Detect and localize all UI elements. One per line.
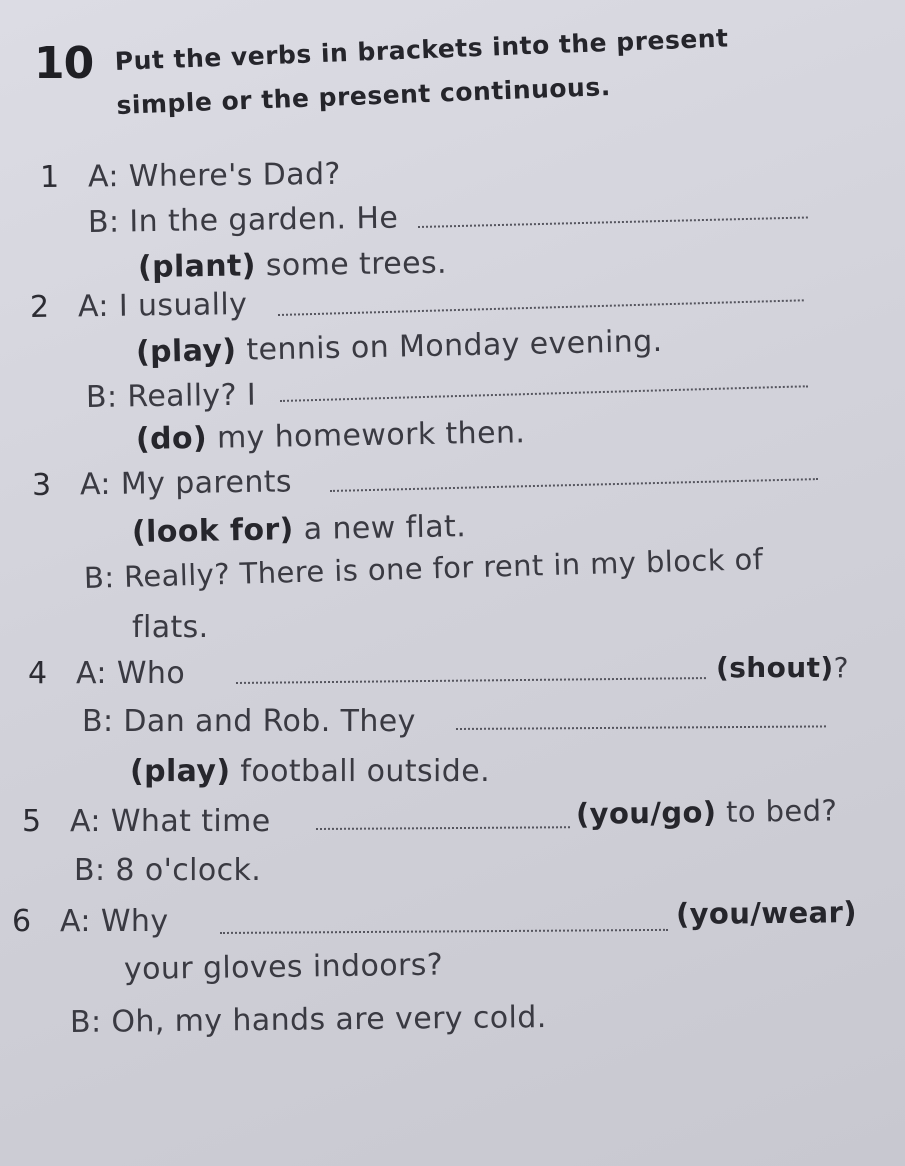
- verb-prompt: (you/go): [575, 795, 717, 831]
- item-2-line-2: (play) tennis on Monday evening.: [135, 323, 663, 370]
- item-3-line-1: 3 A: My parents: [31, 464, 293, 503]
- answer-blank-2b[interactable]: [280, 385, 808, 402]
- item-2-line-1: 2 A: I usually: [29, 286, 248, 325]
- answer-blank-1[interactable]: [418, 216, 808, 228]
- item-1-line-3: (plant) some trees.: [137, 245, 448, 285]
- item-3-line-4: flats.: [132, 610, 209, 645]
- item-6-line-1: 6 A: Why: [12, 904, 169, 939]
- item-number: 5: [22, 804, 42, 839]
- item-number: 3: [31, 467, 52, 503]
- item-6-line-3: B: Oh, my hands are very cold.: [69, 1000, 547, 1040]
- instruction-line-2: simple or the present continuous.: [115, 71, 612, 120]
- verb-prompt: (shout): [716, 651, 834, 684]
- verb-prompt: (play): [130, 754, 231, 789]
- answer-blank-2a[interactable]: [278, 299, 804, 316]
- answer-blank-4b[interactable]: [456, 725, 826, 730]
- item-4-line-1: 4 A: Who: [28, 656, 186, 691]
- item-6-line-2: your gloves indoors?: [123, 947, 444, 987]
- verb-prompt: (do): [135, 420, 208, 457]
- item-number: 4: [28, 656, 48, 691]
- item-3-line-2: (look for) a new flat.: [131, 509, 467, 550]
- answer-blank-3[interactable]: [330, 478, 818, 492]
- item-3-line-3: B: Really? There is one for rent in my block of: [83, 542, 764, 595]
- exercise-number: 10: [34, 38, 94, 89]
- item-5-verb-line: (you/go) to bed?: [575, 793, 838, 831]
- instruction-line-1: Put the verbs in brackets into the present: [114, 23, 729, 76]
- item-4-line-2: B: Dan and Rob. They: [82, 704, 416, 739]
- item-4-line-3: (play) football outside.: [130, 754, 491, 789]
- verb-prompt: (play): [135, 332, 237, 370]
- item-1-line-2: B: In the garden. He: [87, 200, 399, 240]
- item-6-verb-line: [676, 894, 857, 932]
- item-2-line-3: B: Really? I: [85, 377, 257, 415]
- item-5-line-1: 5 A: What time: [22, 804, 271, 839]
- item-1-line-1: 1 A: Where's Dad?: [39, 156, 341, 195]
- item-5-line-2: B: 8 o'clock.: [74, 853, 262, 888]
- answer-blank-4a[interactable]: [236, 677, 706, 684]
- item-2-line-4: (do) my homework then.: [135, 415, 526, 457]
- verb-prompt: (look for): [131, 512, 295, 550]
- item-number: 2: [29, 289, 50, 325]
- item-4-verb-line: (shout)?: [716, 651, 849, 684]
- answer-blank-5[interactable]: [316, 826, 570, 830]
- verb-prompt: (plant): [137, 248, 257, 285]
- item-number: 6: [12, 904, 32, 939]
- item-number: 1: [39, 159, 60, 195]
- answer-blank-6[interactable]: [220, 929, 668, 934]
- exercise-instruction: [114, 16, 731, 128]
- verb-prompt: (you/wear): [675, 895, 858, 931]
